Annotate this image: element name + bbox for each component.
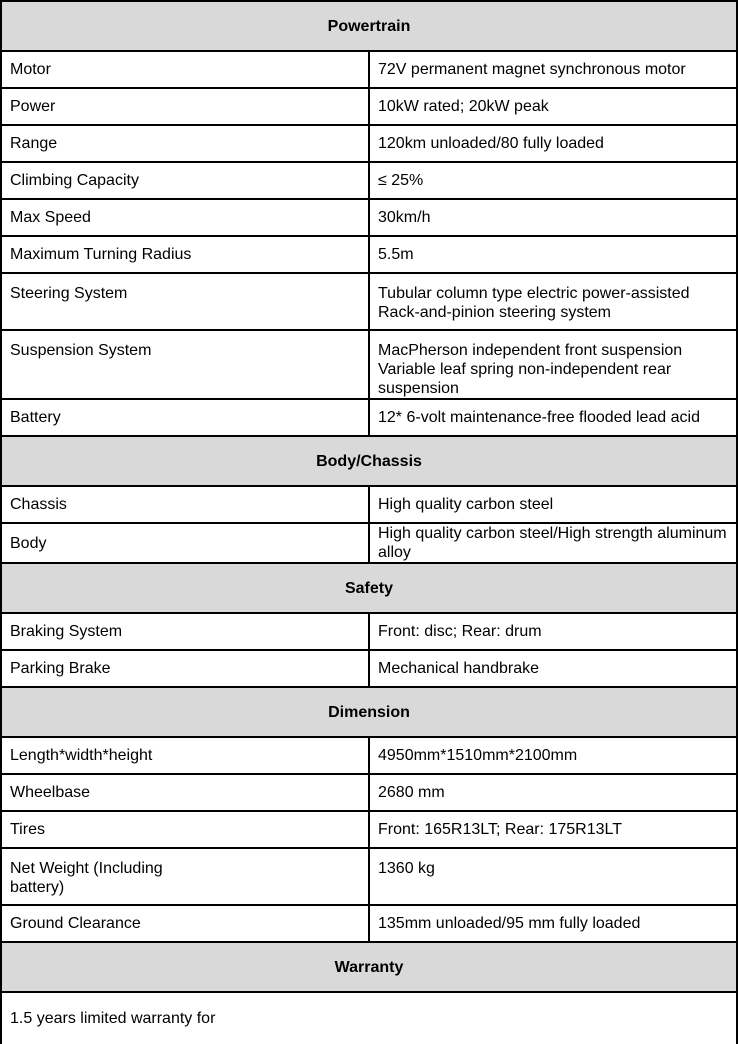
spec-value: 1360 kg [369,848,737,905]
spec-value-line: Variable leaf spring non-independent rear suspension [378,361,672,397]
spec-value: 10kW rated; 20kW peak [369,88,737,125]
spec-value-line: Rack-and-pinion steering system [378,304,611,321]
spec-row-body [1,523,737,563]
spec-label: Body [1,523,369,563]
spec-value-line: MacPherson independent front suspension [378,342,683,359]
spec-label: Length*width*height [1,737,369,774]
spec-value: 30km/h [369,199,737,236]
warranty-text: 1.5 years limited warranty for [1,992,737,1044]
spec-row-power [1,88,737,125]
section-heading-dimension: Dimension [1,687,737,737]
spec-row-max-speed [1,199,737,236]
spec-row-turning-radius [1,236,737,273]
spec-label-line: Net Weight (Including [10,860,163,877]
spec-value: Front: disc; Rear: drum [369,613,737,650]
spec-label: Range [1,125,369,162]
spec-value [369,273,737,330]
section-row-body-chassis [1,436,737,486]
spec-value: High quality carbon steel [369,486,737,523]
spec-value: ≤ 25% [369,162,737,199]
section-row-safety [1,563,737,613]
spec-label: Parking Brake [1,650,369,687]
spec-label: Tires [1,811,369,848]
spec-row-ground-clearance [1,905,737,942]
spec-row-motor [1,51,737,88]
spec-row-wheelbase [1,774,737,811]
section-row-warranty [1,942,737,992]
spec-label: Suspension System [1,330,369,399]
spec-label: Max Speed [1,199,369,236]
spec-value: 12* 6-volt maintenance-free flooded lead acid [369,399,737,436]
spec-label: Battery [1,399,369,436]
section-row-dimension [1,687,737,737]
spec-label: Motor [1,51,369,88]
spec-row-chassis [1,486,737,523]
warranty-row [1,992,737,1044]
spec-value: 135mm unloaded/95 mm fully loaded [369,905,737,942]
spec-value: High quality carbon steel/High strength aluminum alloy [369,523,737,563]
spec-value: 72V permanent magnet synchronous motor [369,51,737,88]
spec-label: Ground Clearance [1,905,369,942]
section-heading-safety: Safety [1,563,737,613]
spec-row-steering [1,273,737,330]
spec-value [369,330,737,399]
spec-value: Front: 165R13LT; Rear: 175R13LT [369,811,737,848]
spec-value: 4950mm*1510mm*2100mm [369,737,737,774]
spec-label: Climbing Capacity [1,162,369,199]
spec-label: Power [1,88,369,125]
spec-label: Maximum Turning Radius [1,236,369,273]
section-heading-warranty: Warranty [1,942,737,992]
spec-value-line: Tubular column type electric power-assisted [378,285,690,302]
spec-label [1,848,369,905]
spec-value: 120km unloaded/80 fully loaded [369,125,737,162]
spec-label: Wheelbase [1,774,369,811]
spec-value: 2680 mm [369,774,737,811]
section-row-powertrain [1,1,737,51]
spec-row-range [1,125,737,162]
spec-row-climbing [1,162,737,199]
section-heading-body-chassis: Body/Chassis [1,436,737,486]
spec-row-net-weight [1,848,737,905]
section-heading-powertrain: Powertrain [1,1,737,51]
spec-label-line: battery) [10,879,65,896]
spec-value: Mechanical handbrake [369,650,737,687]
spec-value: 5.5m [369,236,737,273]
spec-row-suspension [1,330,737,399]
spec-label: Braking System [1,613,369,650]
spec-row-battery [1,399,737,436]
spec-row-lwh [1,737,737,774]
spec-row-braking [1,613,737,650]
spec-label: Steering System [1,273,369,330]
spec-row-tires [1,811,737,848]
spec-row-parking [1,650,737,687]
spec-label: Chassis [1,486,369,523]
